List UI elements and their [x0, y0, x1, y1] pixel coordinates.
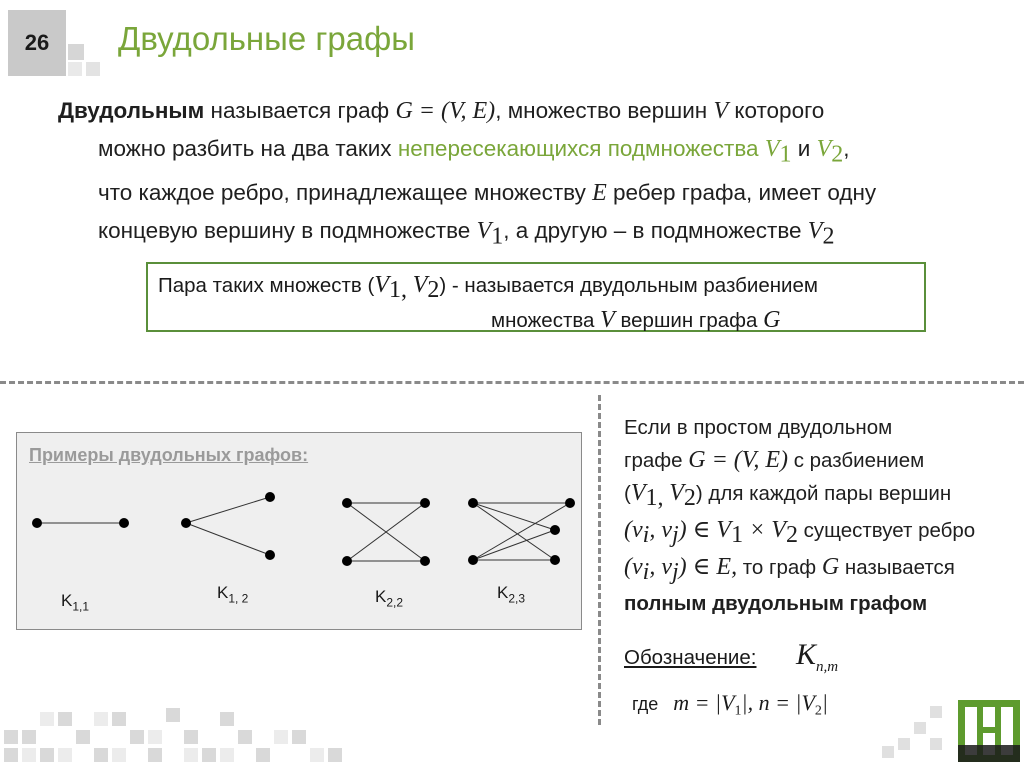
subscript: j	[671, 522, 679, 549]
vertex	[565, 498, 575, 508]
notation-symbol	[796, 638, 838, 676]
graph-label-k12	[217, 583, 248, 605]
definition-text	[58, 92, 1018, 255]
deco-square	[68, 44, 84, 60]
text: называется граф	[204, 98, 396, 123]
definition-line-1	[58, 92, 1018, 130]
symbol-sub: n,m	[816, 659, 839, 675]
text: ) - называется двудольным разбиением	[439, 274, 818, 297]
text: и	[791, 136, 817, 161]
subscript: 1,	[645, 485, 664, 512]
subscript: 2	[814, 703, 822, 719]
complete-line-1: Если в простом двудольном	[624, 416, 893, 439]
edge	[186, 523, 270, 555]
formula: |	[821, 690, 828, 715]
notation-label: Обозначение:	[624, 646, 757, 669]
subscript: 1	[491, 223, 504, 249]
vertex	[181, 518, 191, 528]
text: ребер графа, имеет одну	[606, 179, 877, 205]
math-pair: , v	[649, 517, 672, 544]
complete-line-3	[624, 477, 1019, 514]
label-k: K	[375, 587, 387, 606]
math-g: G	[763, 307, 781, 334]
vertex	[420, 556, 430, 566]
text: (	[624, 482, 631, 505]
math-graph: G = (V, E)	[688, 447, 788, 473]
graph-label-k11	[61, 591, 89, 613]
math-v: V	[713, 98, 729, 124]
vertex	[550, 555, 560, 565]
subscript: 2	[427, 277, 440, 304]
label-sub: 2,2	[386, 595, 404, 610]
math-pair: , v	[649, 554, 672, 581]
text: концевую вершину в подмножестве	[98, 217, 477, 243]
text: можно разбить на два таких	[98, 136, 398, 161]
partition-box	[146, 262, 926, 332]
complete-line-2	[624, 444, 1019, 477]
graph-label-k22	[375, 587, 403, 609]
edge	[473, 503, 555, 560]
slide-title: Двудольные графы	[118, 20, 415, 57]
notation	[624, 638, 839, 675]
vertex	[119, 518, 129, 528]
label-sub: 1,1	[72, 599, 90, 614]
edge	[186, 497, 270, 523]
definition-line-3	[58, 174, 1018, 212]
partition-line-2	[158, 305, 914, 336]
text: называется	[839, 556, 955, 580]
definition-line-2	[58, 130, 1018, 174]
examples-panel	[16, 432, 582, 630]
vertex	[468, 555, 478, 565]
text: ,	[843, 136, 850, 161]
subscript: 1,	[388, 277, 407, 304]
math-v2: V	[412, 272, 428, 298]
vertex	[32, 518, 42, 528]
text: с разбиением	[788, 449, 925, 472]
definition-term: Двудольным	[58, 98, 205, 123]
deco-squares-bottom	[0, 700, 360, 767]
text: то граф	[737, 556, 822, 580]
subscript: 2	[831, 141, 844, 168]
subscript: 2	[683, 485, 696, 512]
label-k: K	[497, 583, 509, 602]
logo-icon	[958, 700, 1020, 762]
deco-square	[86, 62, 100, 76]
notation-where	[632, 690, 828, 720]
complete-line-5	[624, 551, 1019, 588]
vertex	[265, 550, 275, 560]
subscript: 1	[731, 522, 744, 549]
vertex	[550, 525, 560, 535]
complete-line-6: полным двудольным графом	[624, 592, 928, 616]
math-v1: V	[476, 217, 492, 244]
math-v1: V	[630, 480, 646, 506]
subscript: i	[642, 522, 650, 549]
math-v1: V	[374, 272, 389, 298]
text: графе	[624, 449, 689, 472]
math-v: V	[600, 307, 615, 334]
vertex	[468, 498, 478, 508]
math-in: ) ∈ E,	[678, 554, 738, 581]
where-label: где	[632, 694, 659, 714]
vertex	[342, 556, 352, 566]
graph-label-k23	[497, 583, 525, 605]
math-v2: V	[669, 480, 684, 506]
text: ) для каждой пары вершин	[695, 482, 952, 505]
label-k: K	[61, 591, 73, 610]
math-times: × V	[743, 517, 786, 544]
label-sub: 1, 2	[228, 591, 249, 606]
text: , а другую – в подмножестве	[503, 217, 808, 243]
label-k: K	[217, 583, 229, 602]
math-graph: G = (V, E)	[395, 98, 496, 124]
math-pair: (v	[624, 517, 643, 544]
subscript: i	[642, 559, 650, 586]
text: существует ребро	[797, 519, 976, 543]
subscript: 2	[822, 223, 835, 249]
vertex	[265, 492, 275, 502]
math-g: G	[821, 554, 840, 581]
math-pair: (v	[624, 554, 643, 581]
formula: |, n = |V	[741, 690, 815, 715]
formula: m = |V	[673, 690, 735, 715]
text: вершин графа	[614, 309, 764, 333]
text: которого	[728, 98, 825, 123]
examples-title: Примеры двудольных графов:	[29, 445, 309, 465]
text: что каждое ребро, принадлежащее множеству	[98, 179, 593, 205]
vertical-divider	[598, 395, 601, 725]
definition-line-4	[58, 212, 1018, 256]
edge	[473, 530, 555, 560]
deco-square	[68, 62, 82, 76]
subscript: 1	[734, 703, 742, 719]
slide-number: 26	[8, 10, 66, 76]
highlight-text: непересекающихся подмножества	[397, 136, 765, 161]
edge	[473, 503, 555, 530]
math-e: E	[592, 179, 607, 206]
partition-line-1	[158, 270, 914, 305]
math-v2: V	[807, 217, 823, 244]
subscript: j	[671, 559, 679, 586]
complete-bipartite-text	[624, 412, 1019, 620]
subscript: 2	[785, 522, 798, 549]
text: множества	[491, 309, 601, 333]
label-sub: 2,3	[508, 591, 526, 606]
complete-line-4	[624, 514, 1019, 551]
vertex	[420, 498, 430, 508]
deco-squares-right	[860, 706, 955, 761]
math-in: ) ∈ V	[678, 517, 732, 544]
math-v1: V	[764, 136, 780, 162]
vertex	[342, 498, 352, 508]
horizontal-divider	[0, 381, 1024, 384]
text: Пара таких множеств (	[158, 274, 375, 297]
text: , множество вершин	[495, 98, 714, 123]
symbol-k: K	[796, 638, 817, 671]
math-v2: V	[816, 136, 832, 162]
subscript: 1	[779, 141, 792, 168]
